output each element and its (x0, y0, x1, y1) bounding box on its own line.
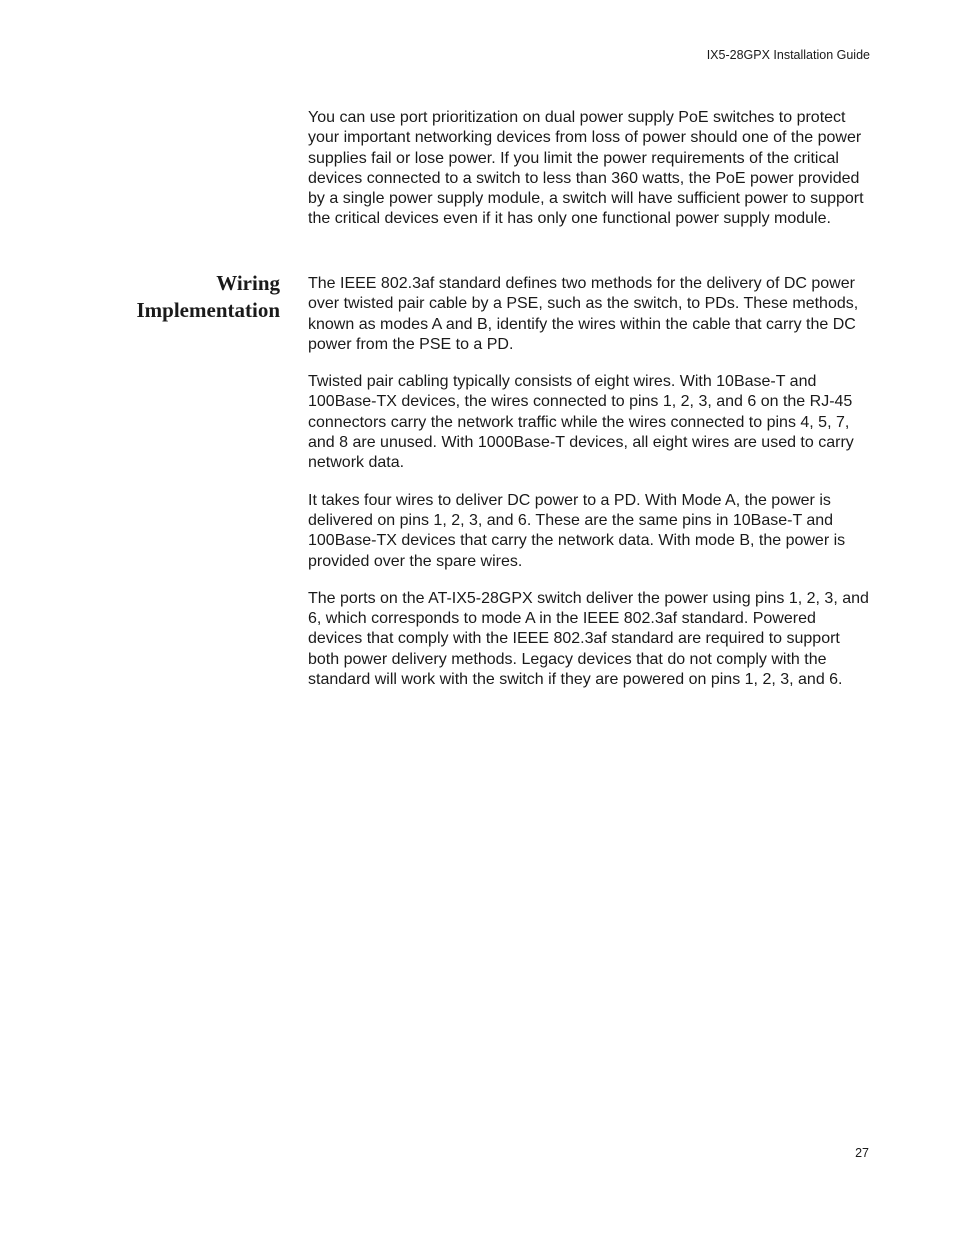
running-header: IX5-28GPX Installation Guide (706, 48, 870, 62)
paragraph-power-delivery: It takes four wires to deliver DC power to a PD. With Mode A, the power is delivered on pins 1, 2, 3, and 6. These are the same pins in 10Base-T and 100Base-TX devices that carry the network data. With mode B, the power is provided over the spare wires. (308, 491, 846, 570)
paragraph-switch-ports: The ports on the AT-IX5-28GPX switch deliver the power using pins 1, 2, 3, and 6, which corresponds to mode A in the IEEE 802.3af standard. Powered devices that comply with the IEEE 802.3af standard are required to support both power delivery methods. Legacy devices that do not comply with the standard will work with the switch if they are powered on pins 1, 2, 3, and 6. (308, 589, 869, 689)
paragraph-twisted-pair: Twisted pair cabling typically consists of eight wires. With 10Base-T and 100Base-TX devices, the wires connected to pins 1, 2, 3, and 6 on the RJ-45 connectors carry the network traffic while the wires connected to pins 4, 5, 7, and 8 are unused. With 1000Base-T devices, all eight wires are used to carry network data. (308, 373, 854, 472)
paragraph-modes-overview: The IEEE 802.3af standard defines two methods for the delivery of DC power over twisted pair cable by a PSE, such as the switch, to PDs. These methods, known as modes A and B, identify the wires within the cable that carry the DC power from the PSE to a PD. (308, 275, 859, 353)
intro-paragraph: You can use port prioritization on dual power supply PoE switches to protect your important networking devices from loss of power should one of the power supplies fail or lose power. If you limit the power requirements of the critical devices connected to a switch to less than 360 watts, the PoE power provided by a single power supply module, a switch will have sufficient power to support the critical devices even if it has only one functional power supply module. (308, 109, 864, 228)
section-heading (137, 270, 281, 324)
section-body (308, 274, 870, 707)
page-number: 27 (855, 1146, 869, 1160)
section-heading-line-2: Implementation (136, 298, 280, 322)
section-heading-line-1: Wiring (216, 271, 280, 295)
intro-text (308, 108, 870, 247)
